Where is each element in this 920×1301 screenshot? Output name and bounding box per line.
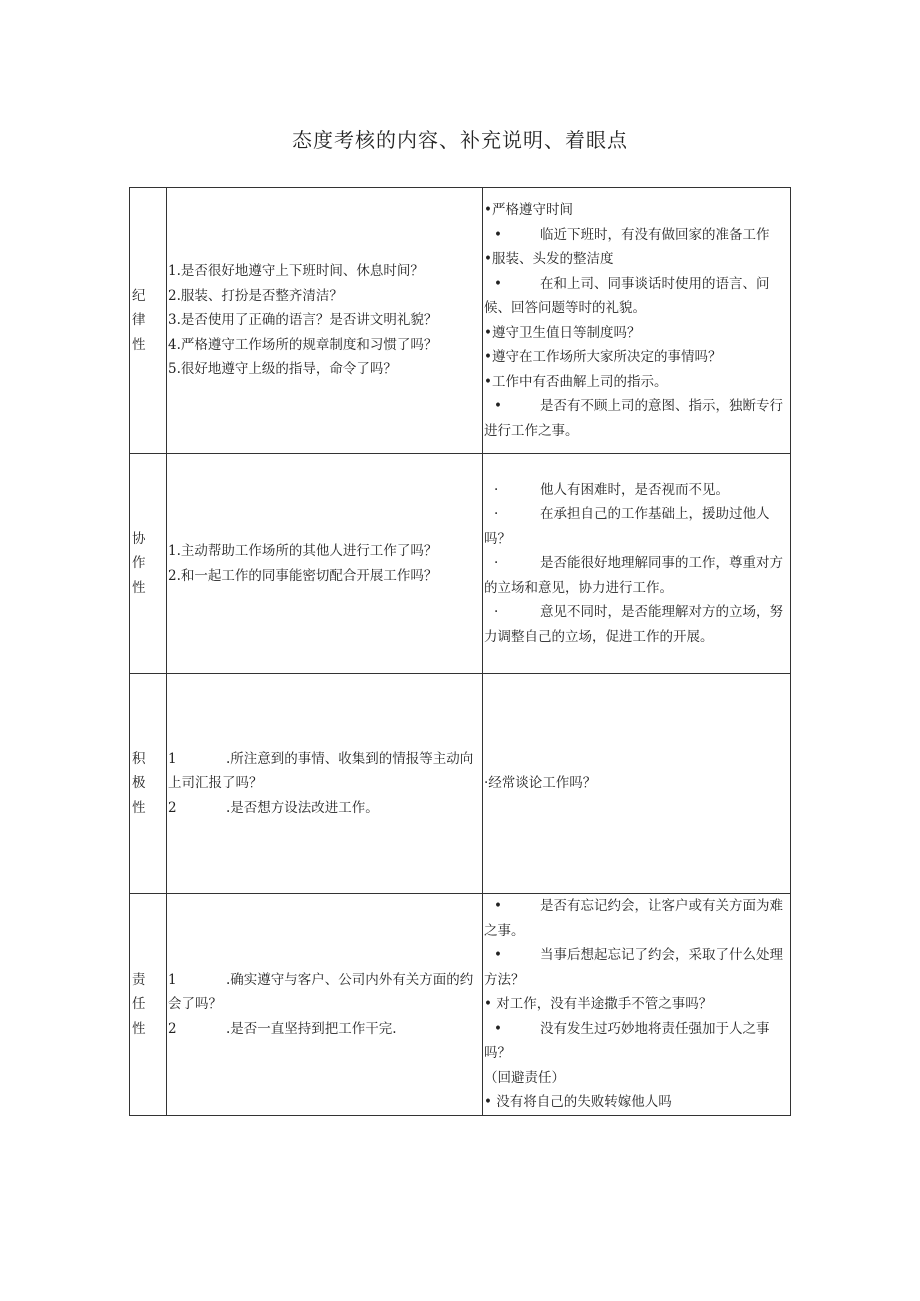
bullet-icon: •: [484, 1094, 492, 1110]
note-text: 是否有不顾上司的意图、指示，独断专行进行工作之事。: [484, 398, 783, 439]
criteria-item: [168, 968, 482, 1017]
bullet-icon: •: [494, 898, 502, 914]
notes-cell: [483, 454, 791, 674]
note-text: 遵守在工作场所大家所决定的事情吗？: [491, 349, 722, 365]
table-row: [130, 894, 791, 1116]
bullet-icon: •: [494, 398, 502, 414]
criteria-item: 2.和一起工作的同事能密切配合开展工作吗？: [168, 567, 438, 584]
note-text: 临近下班时，有没有做回家的准备工作: [540, 226, 770, 243]
note-text: 没有将自己的失败转嫁他人吗: [491, 1094, 672, 1110]
criteria-text: .确实遵守与客户、公司内外有关方面的约会了吗？: [168, 971, 474, 1012]
note-item: [484, 600, 789, 649]
criteria-item: [168, 1017, 482, 1042]
note-item: [484, 247, 789, 272]
note-item: [484, 345, 789, 370]
note-text: 是否能很好地理解同事的工作，尊重对方的立场和意见，协力进行工作。: [484, 555, 783, 596]
note-item: [484, 198, 789, 223]
note-item: [484, 894, 789, 943]
criteria-text: .所注意到的事情、收集到的情报等主动向上司汇报了吗？: [168, 750, 474, 792]
criteria-item: 2.服装、打扮是否整齐清洁？: [168, 287, 343, 304]
note-item: [484, 394, 789, 443]
note-item: [484, 1066, 789, 1091]
criteria-number: 1: [168, 750, 177, 767]
notes-cell: [483, 674, 791, 894]
bullet-icon: ·: [494, 604, 499, 621]
note-item: [484, 502, 789, 551]
note-text: 工作中有否曲解上司的指示。: [491, 373, 668, 390]
bullet-icon: •: [484, 324, 492, 341]
bullet-icon: ·: [494, 481, 499, 498]
category-label: 纪律: [132, 287, 154, 329]
category-cell: [130, 188, 167, 454]
note-text: 当事后想起忘记了约会，采取了什么处理方法？: [484, 947, 783, 988]
criteria-item: [168, 747, 482, 796]
note-item: [484, 1090, 789, 1115]
note-text: 对工作，没有半途撒手不管之事吗？: [491, 996, 713, 1012]
criteria-item: 1.主动帮助工作场所的其他人进行工作了吗？: [168, 543, 438, 559]
bullet-icon: •: [484, 251, 492, 267]
note-text: 在承担自己的工作基础上，援助过他人吗？: [484, 506, 770, 547]
bullet-icon: •: [484, 349, 492, 365]
bullet-icon: •: [494, 226, 502, 243]
criteria-number: 1: [168, 971, 177, 988]
note-text: 遵守卫生值日等制度吗？: [491, 324, 641, 341]
note-item: [484, 223, 789, 248]
category-label: 协作: [132, 530, 154, 572]
category-label: 性: [132, 579, 146, 596]
criteria-cell: [167, 894, 483, 1116]
note-text: 他人有困难时，是否视而不见。: [540, 481, 729, 498]
category-cell: [130, 454, 167, 674]
note-item: [484, 478, 789, 503]
criteria-item: [168, 796, 482, 821]
category-label: 责任: [132, 971, 154, 1012]
note-item: [484, 272, 789, 321]
bullet-icon: •: [484, 202, 492, 218]
note-item: [484, 771, 789, 796]
criteria-item: 4.严格遵守工作场所的规章制度和习惯了吗？: [168, 336, 438, 353]
bullet-icon: •: [494, 275, 502, 292]
category-label: 性: [132, 799, 146, 816]
bullet-icon: ·: [494, 506, 499, 523]
assessment-table: [129, 187, 791, 1116]
note-item: [484, 321, 789, 346]
bullet-icon: ·: [484, 775, 489, 792]
bullet-icon: •: [484, 996, 492, 1012]
note-text: 在和上司、同事谈话时使用的语言、问候、回答问题等时的礼貌。: [484, 275, 770, 316]
notes-cell: [483, 894, 791, 1116]
criteria-item: 3.是否使用了正确的语言？是否讲文明礼貌？: [168, 312, 438, 329]
criteria-cell: [167, 674, 483, 894]
note-item: [484, 551, 789, 600]
table-row: [130, 674, 791, 894]
note-text: 没有发生过巧妙地将责任强加于人之事吗？: [484, 1020, 770, 1061]
note-item: [484, 1017, 789, 1066]
note-item: [484, 943, 789, 992]
criteria-item: 1.是否很好地遵守上下班时间、休息时间？: [168, 263, 424, 280]
criteria-text: .是否想方设法改进工作。: [226, 799, 379, 816]
note-item: [484, 370, 789, 395]
criteria-text: .是否一直坚持到把工作干完.: [226, 1020, 397, 1037]
criteria-number: 2: [168, 1020, 177, 1037]
category-label: 性: [132, 336, 146, 353]
bullet-icon: •: [494, 1020, 502, 1037]
table-row: [130, 454, 791, 674]
note-text: 意见不同时，是否能理解对方的立场，努力调整自己的立场，促进工作的开展。: [484, 604, 783, 645]
note-text: 服装、头发的整洁度: [491, 251, 614, 267]
criteria-cell: [167, 454, 483, 674]
page-title: 态度考核的内容、补充说明、着眼点: [292, 128, 628, 152]
note-item: [484, 992, 789, 1017]
bullet-icon: ·: [494, 555, 499, 572]
criteria-item: 5.很好地遵守上级的指导，命令了吗？: [168, 361, 397, 378]
table-row: [130, 188, 791, 454]
bullet-icon: •: [484, 373, 492, 390]
criteria-cell: [167, 188, 483, 454]
note-text: 严格遵守时间: [491, 202, 573, 218]
criteria-number: 2: [168, 799, 177, 816]
category-label: 性: [132, 1020, 146, 1037]
bullet-icon: •: [494, 947, 502, 963]
note-text: 是否有忘记约会，让客户或有关方面为难之事。: [484, 898, 783, 939]
notes-cell: [483, 188, 791, 454]
note-text: 经常谈论工作吗？: [488, 775, 597, 792]
category-cell: [130, 674, 167, 894]
category-label: 积极: [132, 750, 154, 792]
note-text: （回避责任）: [484, 1069, 565, 1086]
category-cell: [130, 894, 167, 1116]
